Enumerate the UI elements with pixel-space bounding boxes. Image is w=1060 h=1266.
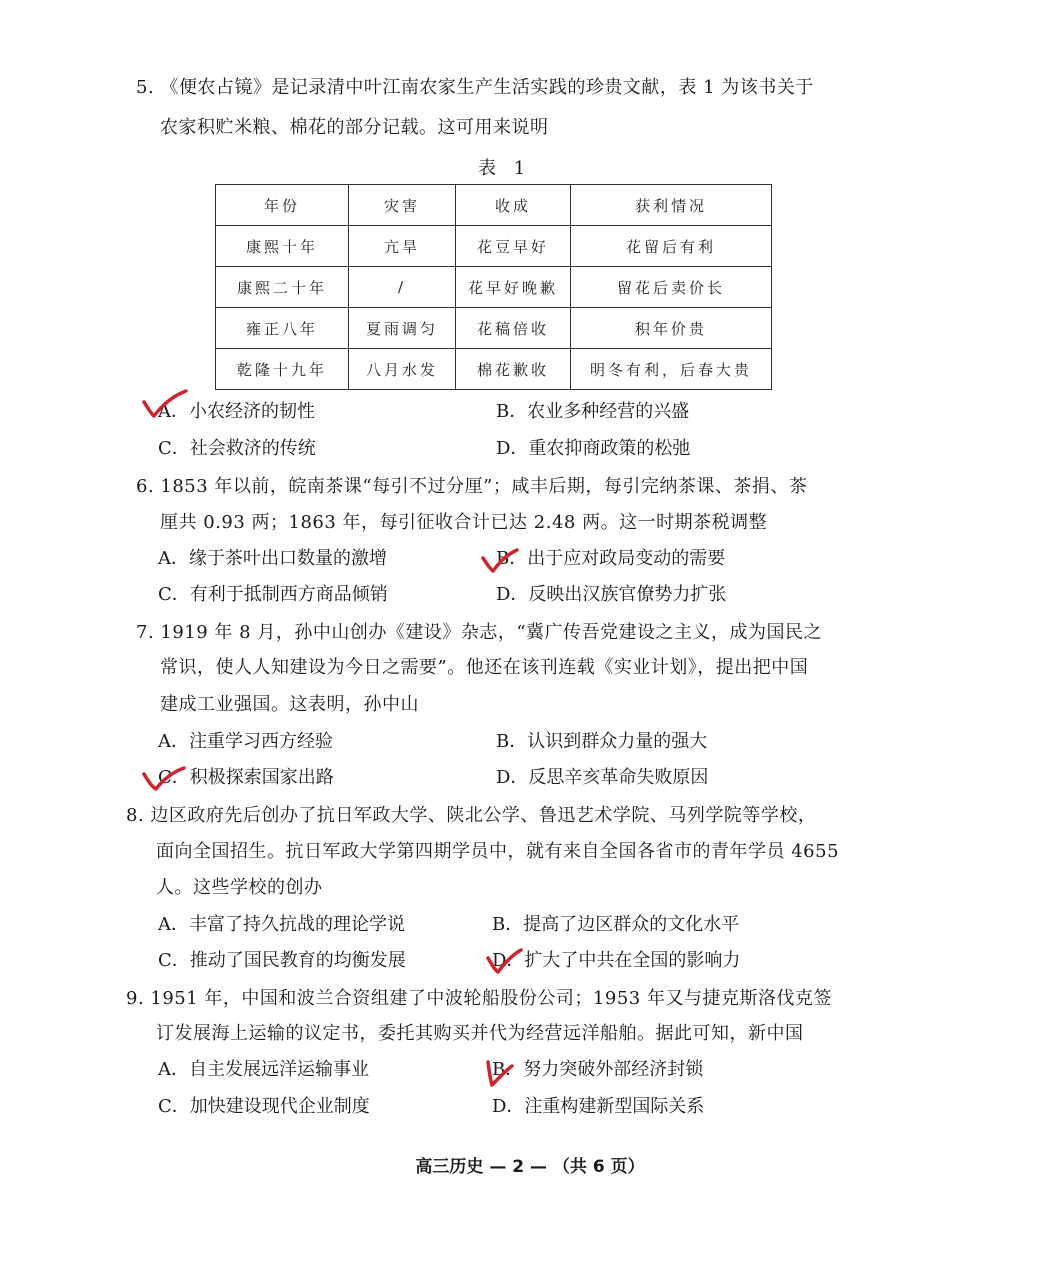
table-row — [216, 226, 772, 267]
table-header-cell: 获利情况 — [571, 185, 772, 226]
table-cell: 花稿倍收 — [456, 308, 571, 349]
q8-stem-line-1: 8. 边区政府先后创办了抗日军政大学、陕北公学、鲁迅艺术学院、马列学院等学校， — [126, 805, 817, 826]
q8-option-c: C．推动了国民教育的均衡发展 — [158, 950, 406, 971]
table-row — [216, 267, 772, 308]
table-cell: / — [349, 267, 456, 308]
table-cell: 亢旱 — [349, 226, 456, 267]
q9-stem-line-2: 订发展海上运输的议定书，委托其购买并代为经营远洋船舶。据此可知，新中国 — [156, 1023, 804, 1044]
q7-option-b: B．认识到群众力量的强大 — [496, 731, 708, 752]
page-footer: 高三历史 — 2 — （共 6 页） — [415, 1157, 645, 1177]
checkmark-icon — [140, 764, 188, 794]
q7-option-d: D．反思辛亥革命失败原因 — [496, 767, 709, 788]
q6-option-c: C．有利于抵制西方商品倾销 — [158, 584, 388, 605]
table-cell: 留花后卖价长 — [571, 267, 772, 308]
q9-option-b: B．努力突破外部经济封锁 — [492, 1059, 704, 1080]
table-cell: 棉花歉收 — [456, 349, 571, 390]
checkmark-icon — [482, 1058, 516, 1090]
q7-option-c: C．积极探索国家出路 — [158, 767, 334, 788]
q8-option-b: B．提高了边区群众的文化水平 — [492, 914, 740, 935]
q5-option-b: B．农业多种经营的兴盛 — [496, 401, 690, 422]
q5-stem-line-2: 农家积贮米粮、棉花的部分记载。这可用来说明 — [160, 117, 549, 138]
q6-option-d: D．反映出汉族官僚势力扩张 — [496, 584, 727, 605]
table-row — [216, 349, 772, 390]
table-header-cell: 年份 — [216, 185, 349, 226]
checkmark-icon — [480, 546, 520, 576]
q6-stem-line-1: 6. 1853 年以前，皖南茶课“每引不过分厘”；咸丰后期，每引完纳茶课、茶捐、茶 — [136, 476, 808, 497]
q7-stem-line-1: 7. 1919 年 8 月，孙中山创办《建设》杂志，“冀广传吾党建设之主义，成为国民之 — [136, 622, 823, 643]
table-1 — [215, 184, 772, 390]
q5-option-a: A．小农经济的韧性 — [158, 401, 315, 422]
q5-stem-line-1: 5. 《便农占镜》是记录清中叶江南农家生产生活实践的珍贵文献，表 1 为该书关于 — [136, 77, 814, 98]
q6-stem-line-2: 厘共 0.93 两；1863 年，每引征收合计已达 2.48 两。这一时期茶税调整 — [160, 512, 768, 533]
q5-option-c: C．社会救济的传统 — [158, 438, 316, 459]
table-header-cell: 收成 — [456, 185, 571, 226]
table-cell: 八月水发 — [349, 349, 456, 390]
q7-stem-line-3: 建成工业强国。这表明，孙中山 — [160, 694, 419, 715]
table-cell: 积年价贵 — [571, 308, 772, 349]
table-cell: 康熙二十年 — [216, 267, 349, 308]
q6-option-b: B．出于应对政局变动的需要 — [496, 548, 726, 569]
table-cell: 花豆早好 — [456, 226, 571, 267]
checkmark-icon — [140, 388, 190, 422]
q9-stem-line-1: 9. 1951 年，中国和波兰合资组建了中波轮船股份公司；1953 年又与捷克斯洛伐克签 — [126, 988, 832, 1009]
table-header-cell: 灾害 — [349, 185, 456, 226]
q5-option-d: D．重农抑商政策的松弛 — [496, 438, 691, 459]
table-cell: 雍正八年 — [216, 308, 349, 349]
q7-option-a: A．注重学习西方经验 — [158, 731, 333, 752]
table-cell: 明冬有利，后春大贵 — [571, 349, 772, 390]
table-cell: 花留后有利 — [571, 226, 772, 267]
q7-stem-line-2: 常识，使人人知建设为今日之需要”。他还在该刊连载《实业计划》，提出把中国 — [160, 657, 809, 678]
table-cell: 康熙十年 — [216, 226, 349, 267]
table-header-row — [216, 185, 772, 226]
table-cell: 乾隆十九年 — [216, 349, 349, 390]
table-cell: 花早好晚歉 — [456, 267, 571, 308]
q9-option-c: C．加快建设现代企业制度 — [158, 1096, 370, 1117]
table-caption: 表 1 — [478, 158, 532, 179]
checkmark-icon — [484, 946, 524, 978]
q8-stem-line-3: 人。这些学校的创办 — [156, 877, 323, 898]
table-cell: 夏雨调匀 — [349, 308, 456, 349]
q8-option-d: D．扩大了中共在全国的影响力 — [492, 950, 741, 971]
q8-option-a: A．丰富了持久抗战的理论学说 — [158, 914, 405, 935]
q9-option-d: D．注重构建新型国际关系 — [492, 1096, 705, 1117]
q9-option-a: A．自主发展远洋运输事业 — [158, 1059, 369, 1080]
q8-stem-line-2: 面向全国招生。抗日军政大学第四期学员中，就有来自全国各省市的青年学员 4655 — [156, 841, 840, 862]
table-row — [216, 308, 772, 349]
q6-option-a: A．缘于茶叶出口数量的激增 — [158, 548, 387, 569]
